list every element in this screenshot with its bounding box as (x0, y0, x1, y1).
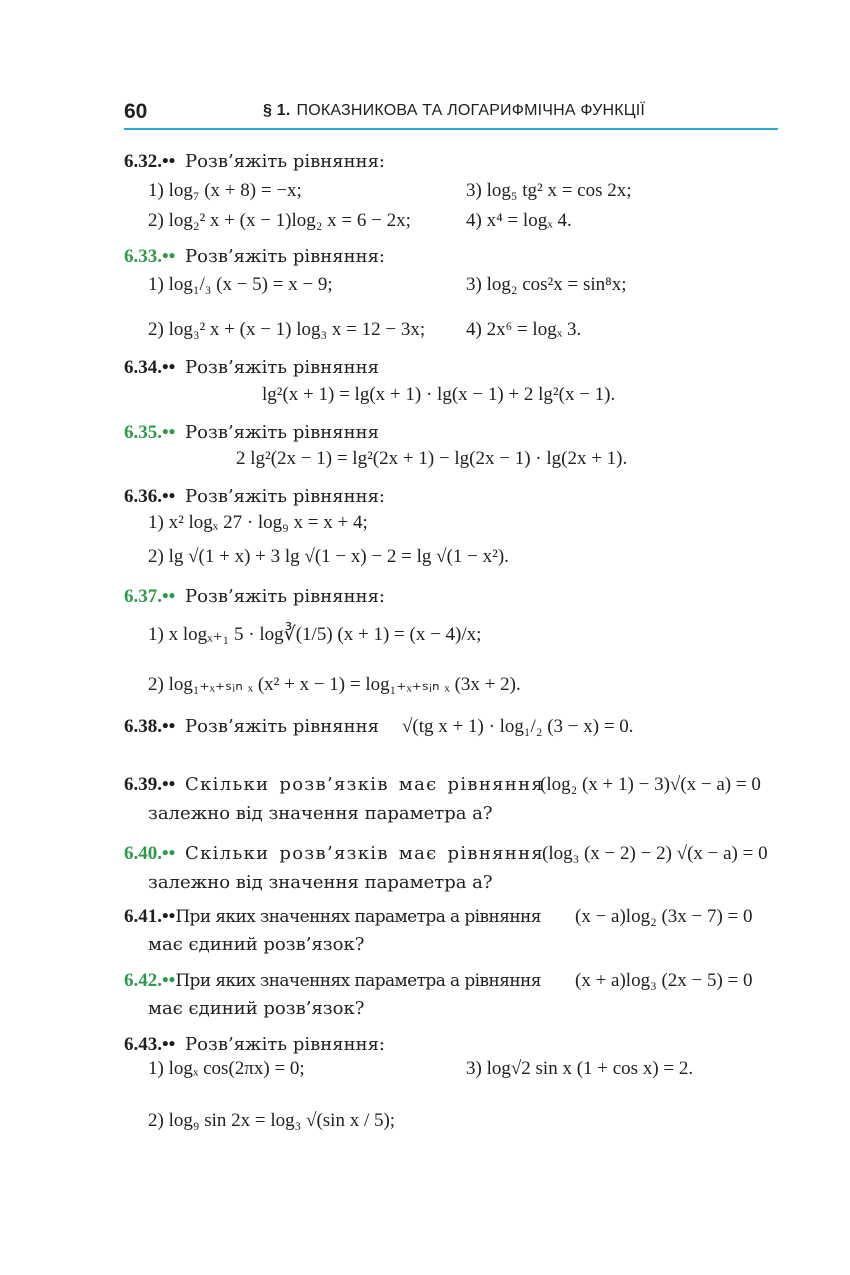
problem-intro: Розв’яжіть рівняння (185, 422, 379, 443)
problem-number: 6.32. (124, 151, 162, 172)
problem-header (124, 716, 379, 738)
difficulty-marker: •• (162, 774, 176, 795)
header-rule (124, 128, 778, 130)
problem-intro: Розв’яжіть рівняння (185, 716, 379, 737)
problem-header (124, 1034, 385, 1056)
problem-continuation: залежно від значення параметра a? (148, 872, 493, 893)
problem-header (124, 151, 385, 173)
page-header (0, 0, 850, 140)
equation: (x − a)log₂ (3x − 7) = 0 (575, 906, 753, 927)
problem-header (124, 486, 385, 508)
item: 1) x² logₓ 27 · log₉ x = x + 4; (148, 512, 368, 533)
problem-header (124, 246, 385, 268)
item: 2) log₃² x + (x − 1) log₃ x = 12 − 3x; (148, 319, 426, 340)
problem-header (124, 843, 544, 865)
running-title (263, 102, 645, 120)
problem-number: 6.35. (124, 422, 162, 443)
difficulty-marker: •• (162, 716, 176, 737)
problem-number: 6.39. (124, 774, 162, 795)
problem-header (124, 970, 541, 992)
problem-header (124, 586, 385, 608)
problem-number: 6.37. (124, 586, 162, 607)
equation: √(tg x + 1) · log₁/₂ (3 − x) = 0. (402, 716, 634, 737)
problem-number: 6.38. (124, 716, 162, 737)
difficulty-marker: •• (162, 486, 176, 507)
problem-intro: Розв’яжіть рівняння (185, 357, 379, 378)
equation: lg²(x + 1) = lg(x + 1) · lg(x − 1) + 2 lg²(x − 1). (262, 384, 616, 405)
item: 3) log₅ tg² x = cos 2x; (466, 180, 632, 201)
problem-number: 6.43. (124, 1034, 162, 1055)
page-number: 60 (124, 100, 148, 123)
section-mark: § 1. (263, 102, 291, 119)
difficulty-marker: •• (162, 970, 176, 991)
problem-number: 6.36. (124, 486, 162, 507)
difficulty-marker: •• (162, 422, 176, 443)
item: 4) x⁴ = logₓ 4. (466, 210, 572, 231)
problem-continuation: має єдиний розв’язок? (148, 934, 365, 955)
problem-intro: Розв’яжіть рівняння: (185, 486, 385, 507)
difficulty-marker: •• (162, 1034, 176, 1055)
problem-intro: Розв’яжіть рівняння: (185, 1034, 385, 1055)
item: 3) log₂ cos²x = sin⁸x; (466, 274, 627, 295)
equation: 2 lg²(2x − 1) = lg²(2x + 1) − lg(2x − 1) · lg(2x + 1). (236, 448, 628, 469)
problem-intro: Скільки розв’язків має рівняння (185, 843, 545, 864)
problem-number: 6.41. (124, 906, 162, 927)
problem-continuation: залежно від значення параметра a? (148, 803, 493, 824)
difficulty-marker: •• (162, 906, 176, 927)
item: 2) log₉ sin 2x = log₃ √(sin x / 5); (148, 1110, 396, 1131)
problem-number: 6.34. (124, 357, 162, 378)
problem-continuation: має єдиний розв’язок? (148, 998, 365, 1019)
equation: (log₂ (x + 1) − 3)√(x − a) = 0 (540, 774, 761, 795)
problem-intro: Скільки розв’язків має рівняння (185, 774, 545, 795)
problem-header (124, 422, 379, 444)
item: 1) log₇ (x + 8) = −x; (148, 180, 302, 201)
difficulty-marker: •• (162, 246, 176, 267)
item: 2) log₂² x + (x − 1)log₂ x = 6 − 2x; (148, 210, 411, 231)
problem-intro: Розв’яжіть рівняння: (185, 151, 385, 172)
problem-header (124, 357, 379, 379)
problem-intro: Розв’яжіть рівняння: (185, 246, 385, 267)
item: 2) lg √(1 + x) + 3 lg √(1 − x) − 2 = lg √(1 − x²). (148, 546, 509, 567)
equation: (log₃ (x − 2) − 2) √(x − a) = 0 (542, 843, 768, 864)
problem-intro: Розв’яжіть рівняння: (185, 586, 385, 607)
difficulty-marker: •• (162, 151, 176, 172)
item: 3) log√2 sin x (1 + cos x) = 2. (466, 1058, 694, 1079)
problem-intro: При яких значеннях параметра a рівняння (175, 907, 541, 927)
item: 1) logₓ cos(2πx) = 0; (148, 1058, 305, 1079)
item: 4) 2x⁶ = logₓ 3. (466, 319, 582, 340)
problem-header (124, 906, 541, 928)
item: 1) x logₓ₊₁ 5 · log∛(1/5) (x + 1) = (x − 4)/x; (148, 624, 482, 645)
section-title: ПОКАЗНИКОВА ТА ЛОГАРИФМІЧНА ФУНКЦІЇ (296, 102, 646, 119)
problem-intro: При яких значеннях параметра a рівняння (175, 971, 541, 991)
problem-number: 6.42. (124, 970, 162, 991)
difficulty-marker: •• (162, 843, 176, 864)
difficulty-marker: •• (162, 586, 176, 607)
equation: (x + a)log₃ (2x − 5) = 0 (575, 970, 753, 991)
difficulty-marker: •• (162, 357, 176, 378)
item: 1) log₁/₃ (x − 5) = x − 9; (148, 274, 333, 295)
problem-header (124, 774, 544, 796)
item: 2) log₁₊ₓ₊ₛᵢₙ ₓ (x² + x − 1) = log₁₊ₓ₊ₛᵢₙ ₓ (3x + 2). (148, 674, 521, 695)
problem-number: 6.33. (124, 246, 162, 267)
problem-number: 6.40. (124, 843, 162, 864)
